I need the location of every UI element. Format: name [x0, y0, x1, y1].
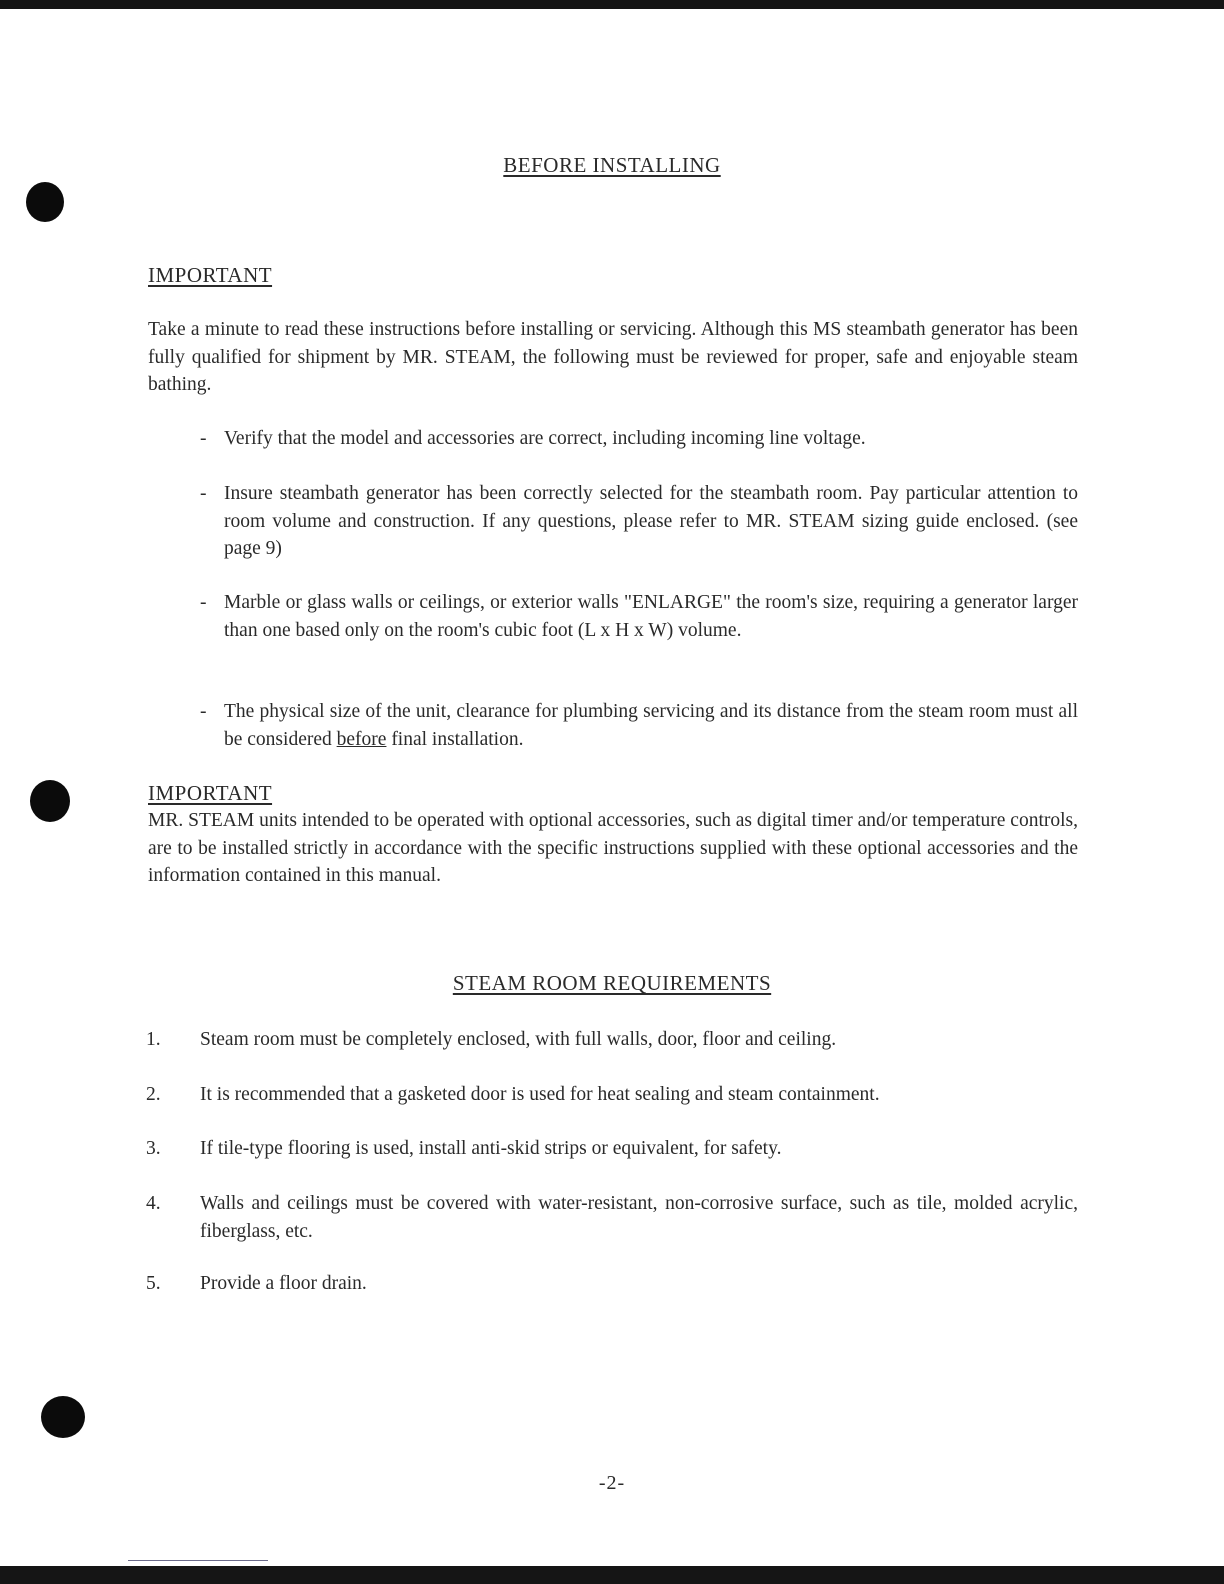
bullet-dash: - — [200, 428, 207, 449]
bullet-dash: - — [200, 483, 207, 504]
bullet-dash: - — [200, 592, 207, 613]
bullet-text: Verify that the model and accessories are correct, including incoming line voltage. — [224, 428, 866, 449]
bullet-text-end: final installation. — [391, 728, 524, 750]
scan-bottom-edge — [0, 1566, 1224, 1584]
steam-room-requirements-heading: STEAM ROOM REQUIREMENTS — [452, 971, 772, 995]
requirement-number: 1. — [146, 1029, 161, 1050]
requirement-text: Steam room must be completely enclosed, with full walls, door, floor and ceiling. — [200, 1029, 837, 1050]
bullet-text-start: The physical size of the unit, clearance for plumbing servicing and its distance from the steam room must all be considered — [224, 701, 1078, 750]
before-installing-heading: BEFORE INSTALLING — [503, 153, 721, 177]
requirement-number: 2. — [146, 1084, 161, 1105]
requirement-number: 5. — [146, 1273, 161, 1294]
page-number: -2- — [598, 1472, 626, 1494]
requirement-text: It is recommended that a gasketed door is used for heat sealing and steam containment. — [200, 1084, 880, 1105]
requirement-number: 4. — [146, 1193, 161, 1214]
requirement-text: If tile-type flooring is used, install anti-skid strips or equivalent, for safety. — [200, 1138, 782, 1159]
punch-hole-middle — [30, 780, 70, 822]
important-heading-2: IMPORTANT — [148, 781, 273, 805]
accessories-paragraph: MR. STEAM units intended to be operated with optional accessories, such as digital timer and/or temperature controls, are to be installed strictly in accordance with the specific instructions supplied with these optional accessories and the information contained in this manual. — [148, 810, 1078, 886]
bullet-text: Marble or glass walls or ceilings, or exterior walls "ENLARGE" the room's size, requiring a generator larger than one based only on the room's cubic foot (L x H x W) volume. — [224, 592, 1078, 641]
scan-top-edge — [0, 0, 1224, 9]
bullet-dash: - — [200, 701, 207, 722]
bullet-text: Insure steambath generator has been correctly selected for the steambath room. Pay particular attention to room volume and construction. If any questions, please refer to MR. STEAM sizing guide enclosed. (see page 9) — [224, 483, 1078, 559]
punch-hole-bottom — [41, 1396, 85, 1438]
bullet-text — [224, 698, 1078, 753]
requirement-number: 3. — [146, 1138, 161, 1159]
requirement-text: Walls and ceilings must be covered with water-resistant, non-corrosive surface, such as tile, molded acrylic, fiberglass, etc. — [200, 1193, 1078, 1242]
punch-hole-top — [26, 182, 64, 222]
important-heading-1: IMPORTANT — [148, 263, 273, 287]
requirement-text: Provide a floor drain. — [200, 1273, 367, 1294]
scan-bottom-line — [128, 1560, 268, 1561]
intro-paragraph: Take a minute to read these instructions before installing or servicing. Although this MS steambath generator has been fully qualified for shipment by MR. STEAM, the following must be reviewed for proper, safe and enjoyable steam bathing. — [148, 319, 1078, 395]
underlined-word: before — [336, 728, 387, 750]
